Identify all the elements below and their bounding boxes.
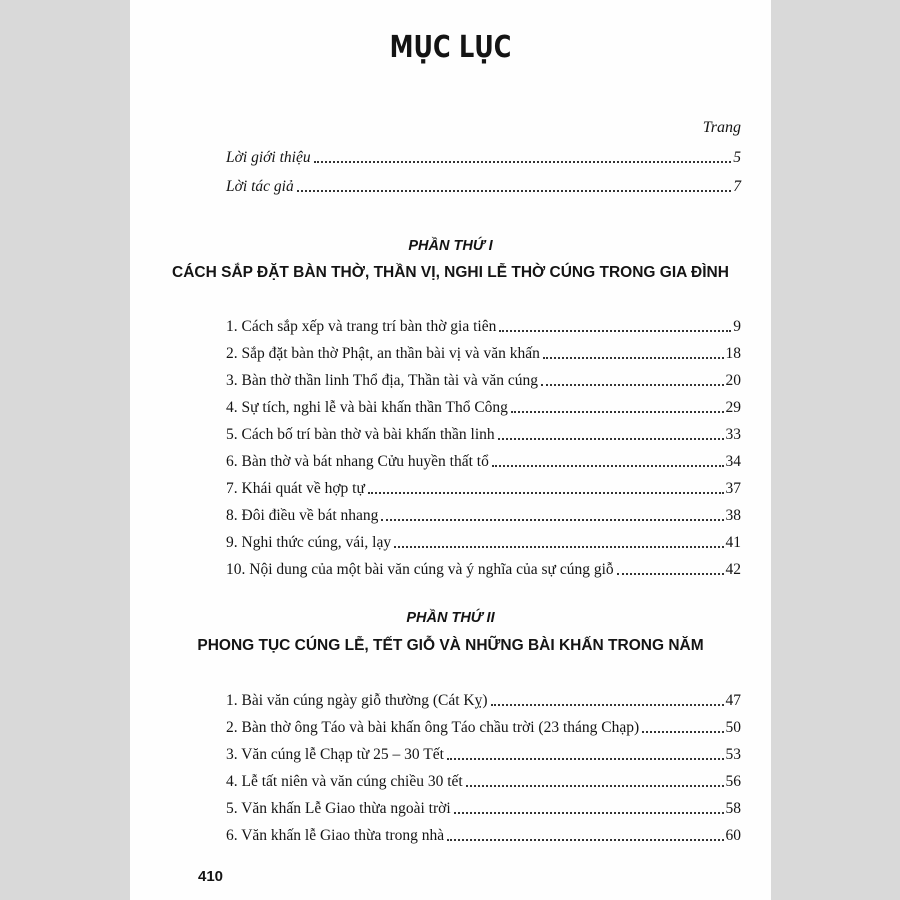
toc-entry (226, 476, 741, 498)
toc-entry (226, 769, 741, 791)
page-number: 410 (198, 868, 224, 885)
toc-entry-page: 56 (725, 773, 741, 790)
page-column-label: Trang (702, 119, 741, 136)
dot-leader (498, 437, 724, 440)
part-label: PHẦN THỨ II (406, 610, 495, 626)
toc-entry (226, 314, 741, 336)
dot-leader (394, 545, 723, 548)
dot-leader (617, 572, 724, 575)
toc-entry-page: 50 (725, 719, 741, 736)
toc-entry (226, 823, 741, 845)
toc-entry-page: 60 (725, 827, 741, 844)
toc-entry (226, 174, 741, 196)
toc-entry-page: 33 (725, 426, 741, 443)
toc-entry-page: 20 (725, 372, 741, 389)
toc-entry (226, 742, 741, 764)
toc-entry-page: 41 (725, 534, 741, 551)
toc-entry (226, 688, 741, 710)
dot-leader (454, 811, 724, 814)
toc-entry-title: 3. Văn cúng lễ Chạp từ 25 – 30 Tết (226, 746, 444, 763)
toc-entry (226, 368, 741, 390)
toc-entry-title: 10. Nội dung của một bài văn cúng và ý nghĩa của sự cúng giỗ (226, 561, 614, 578)
toc-entry-page: 5 (733, 149, 741, 166)
dot-leader (447, 838, 723, 841)
part-label: PHẦN THỨ I (408, 238, 493, 254)
toc-entry (226, 796, 741, 818)
toc-entry (226, 503, 741, 525)
toc-entry-title: 8. Đôi điều về bát nhang (226, 507, 379, 524)
toc-entry-title: Lời giới thiệu (226, 149, 311, 166)
dot-leader (543, 356, 724, 359)
page-title: MỤC LỤC (389, 30, 512, 65)
toc-entry-title: 6. Bàn thờ và bát nhang Cửu huyền thất tổ (226, 453, 489, 470)
toc-entry-title: 9. Nghi thức cúng, vái, lạy (226, 534, 392, 551)
toc-entry-title: Lời tác giả (226, 178, 294, 195)
dot-leader (466, 784, 724, 787)
toc-entry-page: 37 (725, 480, 741, 497)
toc-entry (226, 557, 741, 579)
dot-leader (368, 491, 724, 494)
toc-entry (226, 145, 741, 167)
toc-entry-page: 34 (725, 453, 741, 470)
toc-entry (226, 341, 741, 363)
toc-entry-title: 5. Văn khấn Lễ Giao thừa ngoài trời (226, 800, 451, 817)
toc-entry (226, 422, 741, 444)
toc-entry-title: 1. Cách sắp xếp và trang trí bàn thờ gia tiên (226, 318, 497, 335)
dot-leader (314, 160, 732, 163)
part-heading: PHONG TỤC CÚNG LỄ, TẾT GIỖ VÀ NHỮNG BÀI KHẤN TRONG NĂM (197, 637, 704, 654)
toc-entry-page: 58 (725, 800, 741, 817)
toc-entry (226, 449, 741, 471)
dot-leader (297, 189, 732, 192)
toc-entry-page: 29 (725, 399, 741, 416)
toc-entry-page: 38 (725, 507, 741, 524)
dot-leader (492, 464, 724, 467)
dot-leader (499, 329, 731, 332)
toc-entry (226, 530, 741, 552)
dot-leader (447, 757, 724, 760)
toc-entry-title: 2. Bàn thờ ông Táo và bài khấn ông Táo chầu trời (23 tháng Chạp) (226, 719, 640, 736)
dot-leader (491, 703, 724, 706)
toc-entry-title: 4. Lễ tất niên và văn cúng chiều 30 tết (226, 773, 463, 790)
toc-entry-page: 18 (725, 345, 741, 362)
dot-leader (642, 730, 723, 733)
book-page (130, 0, 771, 900)
toc-entry-title: 2. Sắp đặt bàn thờ Phật, an thần bài vị và văn khấn (226, 345, 540, 362)
toc-entry-title: 4. Sự tích, nghi lễ và bài khấn thần Thổ Công (226, 399, 508, 416)
dot-leader (511, 410, 724, 413)
dot-leader (381, 518, 723, 521)
toc-entry-page: 42 (725, 561, 741, 578)
toc-entry-title: 1. Bài văn cúng ngày giỗ thường (Cát Kỵ) (226, 692, 488, 709)
toc-entry (226, 715, 741, 737)
toc-entry-page: 47 (725, 692, 741, 709)
part-heading: CÁCH SẮP ĐẶT BÀN THỜ, THẦN VỊ, NGHI LỄ THỜ CÚNG TRONG GIA ĐÌNH (172, 264, 729, 281)
toc-entry (226, 395, 741, 417)
toc-entry-page: 9 (733, 318, 741, 335)
toc-entry-title: 5. Cách bố trí bàn thờ và bài khấn thần linh (226, 426, 495, 443)
toc-entry-title: 3. Bàn thờ thần linh Thổ địa, Thần tài và văn cúng (226, 372, 538, 389)
toc-entry-page: 7 (733, 178, 741, 195)
dot-leader (541, 383, 724, 386)
toc-entry-title: 7. Khái quát về hợp tự (226, 480, 365, 497)
toc-entry-title: 6. Văn khấn lễ Giao thừa trong nhà (226, 827, 445, 844)
toc-entry-page: 53 (725, 746, 741, 763)
